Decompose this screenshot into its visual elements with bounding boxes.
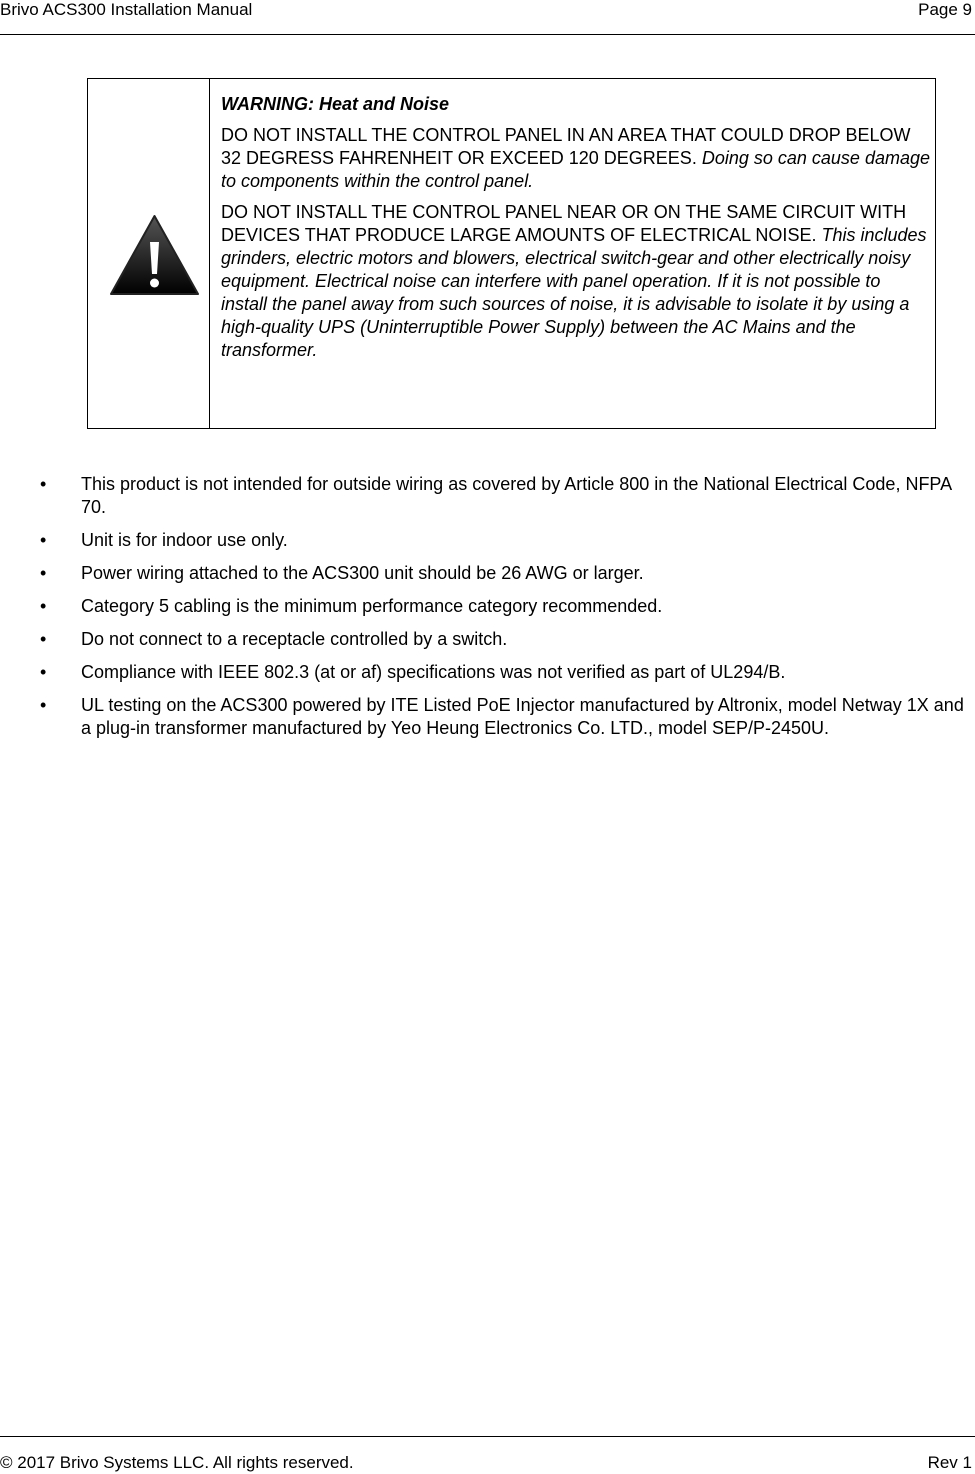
list-item-text: Compliance with IEEE 802.3 (at or af) specifications was not verified as part of UL294/B.	[81, 662, 786, 682]
warning-noise-italic: This includes grinders, electric motors and blowers, electrical switch-gear and other electrically noisy equipment. Electrical noise can interfere with panel operation. If it is not possible to install the panel away from such sources of noise, it is advisable to isolate it by using a high-quality UPS (Uninterruptible Power Supply) between the AC Mains and the transformer.	[221, 225, 927, 360]
warning-box	[87, 78, 936, 429]
warning-heat-paragraph	[221, 124, 931, 193]
warning-title: WARNING: Heat and Noise	[221, 94, 450, 114]
warning-heat-caps: DO NOT INSTALL THE CONTROL PANEL IN AN AREA THAT COULD DROP BELOW 32 DEGRESS FAHRENHEIT OR EXCEED 120 DEGREES.	[221, 125, 911, 168]
warning-triangle-icon	[108, 212, 201, 298]
list-item-text: Power wiring attached to the ACS300 unit should be 26 AWG or larger.	[81, 563, 644, 583]
page-header	[0, 0, 975, 35]
page-footer	[0, 1436, 975, 1474]
bullet-icon: •	[40, 530, 47, 550]
list-item	[0, 529, 975, 552]
warning-heat-italic: Doing so can cause damage to components within the control panel.	[221, 148, 930, 191]
bullet-icon: •	[40, 629, 47, 649]
copyright-notice: © 2017 Brivo Systems LLC. All rights reserved.	[0, 1453, 354, 1472]
page-number: Page 9	[918, 0, 972, 19]
list-item	[0, 694, 975, 740]
list-item	[0, 473, 975, 519]
list-item	[0, 661, 975, 684]
list-item-text: Category 5 cabling is the minimum performance category recommended.	[81, 596, 663, 616]
list-item	[0, 595, 975, 618]
document-title: Brivo ACS300 Installation Manual	[0, 0, 253, 19]
revision-label: Rev 1	[927, 1453, 972, 1472]
requirements-list	[0, 473, 975, 750]
warning-icon-cell	[88, 79, 210, 428]
list-item	[0, 562, 975, 585]
bullet-icon: •	[40, 596, 47, 616]
list-item-text: UL testing on the ACS300 powered by ITE Listed PoE Injector manufactured by Altronix, model Netway 1X and a plug-in transformer manufactured by Yeo Heung Electronics Co. LTD., model SEP/P-2450U.	[81, 695, 964, 738]
warning-noise-caps: DO NOT INSTALL THE CONTROL PANEL NEAR OR ON THE SAME CIRCUIT WITH DEVICES THAT PRODUCE LARGE AMOUNTS OF ELECTRICAL NOISE.	[221, 202, 907, 245]
bullet-icon: •	[40, 474, 47, 494]
warning-text	[221, 93, 931, 370]
warning-noise-paragraph	[221, 201, 931, 362]
list-item-text: Unit is for indoor use only.	[81, 530, 288, 550]
bullet-icon: •	[40, 563, 47, 583]
list-item	[0, 628, 975, 651]
list-item-text: This product is not intended for outside wiring as covered by Article 800 in the National Electrical Code, NFPA 70.	[81, 474, 952, 517]
list-item-text: Do not connect to a receptacle controlled by a switch.	[81, 629, 508, 649]
bullet-icon: •	[40, 662, 47, 682]
bullet-icon: •	[40, 695, 47, 715]
